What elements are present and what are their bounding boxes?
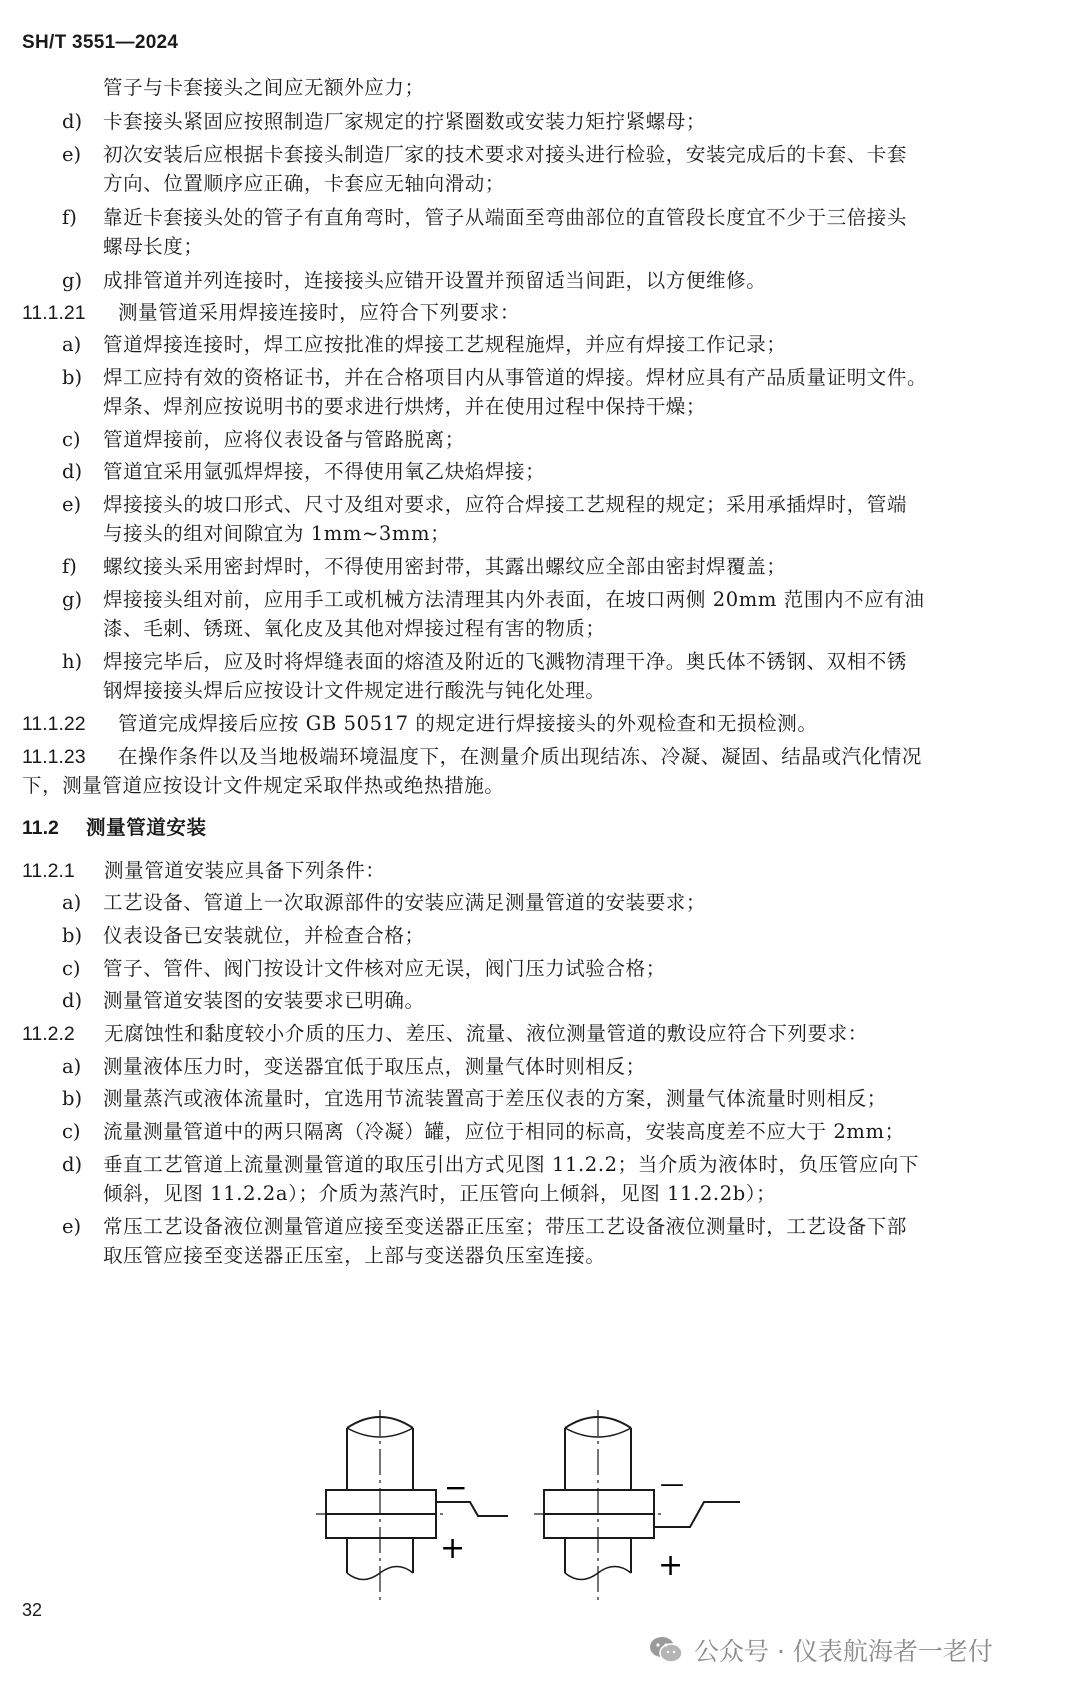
line-text: 测量管道采用焊接连接时，应符合下列要求： (118, 301, 521, 324)
list-item-label: a) (62, 891, 82, 914)
line-text: 测量液体压力时，变送器宜低于取压点，测量气体时则相反； (103, 1055, 646, 1078)
list-item-label: c) (62, 957, 81, 980)
line-text: 管子、管件、阀门按设计文件核对应无误，阀门压力试验合格； (103, 957, 666, 980)
line-text: 靠近卡套接头处的管子有直角弯时，管子从端面至弯曲部位的直管段长度宜不少于三倍接头 (103, 206, 908, 229)
line-text: 在操作条件以及当地极端环境温度下，在测量介质出现结冻、冷凝、凝固、结晶或汽化情况 (118, 745, 923, 768)
section-heading: 测量管道安装 (86, 817, 207, 839)
list-item-label: d) (62, 460, 83, 483)
line-text: 管子与卡套接头之间应无额外应力； (103, 76, 425, 99)
line-text: 下，测量管道应按设计文件规定采取伴热或绝热措施。 (22, 774, 505, 797)
line-text: 流量测量管道中的两只隔离（冷凝）罐，应位于相同的标高，安装高度差不应大于 2mm； (103, 1120, 905, 1143)
line-text: 无腐蚀性和黏度较小介质的压力、差压、流量、液位测量管道的敷设应符合下列要求： (104, 1022, 868, 1045)
list-item-label: c) (62, 1120, 81, 1143)
flange-b-upper (544, 1490, 654, 1514)
figure-pressure-tap-diagram (0, 1400, 1080, 1610)
list-item-label: a) (62, 1055, 82, 1078)
clause-number: 11.2 (22, 817, 59, 839)
list-item-label: e) (62, 493, 82, 516)
list-item-label: e) (62, 143, 82, 166)
wechat-icon (648, 1635, 684, 1665)
watermark-text: 公众号 · 仪表航海者一老付 (694, 1637, 993, 1666)
line-text: 与接头的组对间隙宜为 1mm~3mm； (103, 522, 451, 545)
line-text: 螺纹接头采用密封焊时，不得使用密封带，其露出螺纹应全部由密封焊覆盖； (103, 555, 787, 578)
page-number: 32 (22, 1600, 43, 1620)
line-text: 管道宜采用氩弧焊焊接，不得使用氧乙炔焰焊接； (103, 460, 546, 483)
line-text: 焊条、焊剂应按说明书的要求进行烘烤，并在使用过程中保持干燥； (103, 395, 707, 418)
line-text: 焊接接头的坡口形式、尺寸及组对要求，应符合焊接工艺规程的规定；采用承插焊时，管端 (103, 493, 908, 516)
line-text: 测量蒸汽或液体流量时，宜选用节流装置高于差压仪表的方案，测量气体流量时则相反； (103, 1087, 887, 1110)
list-item-label: g) (62, 269, 83, 292)
flange-a-upper (326, 1490, 436, 1514)
line-text: 管道焊接前，应将仪表设备与管路脱离； (103, 428, 465, 451)
list-item-label: b) (62, 924, 83, 947)
minus-sign-a: − (444, 1471, 468, 1504)
line-text: 仪表设备已安装就位，并检查合格； (103, 924, 425, 947)
line-text: 螺母长度； (103, 235, 204, 258)
list-item-label: g) (62, 588, 83, 611)
list-item-label: e) (62, 1215, 82, 1238)
line-text: 倾斜，见图 11.2.2a）；介质为蒸汽时，正压管向上倾斜，见图 11.2.2b）； (103, 1182, 777, 1205)
standard-number: SH/T 3551—2024 (22, 32, 179, 53)
list-item-label: f) (62, 555, 77, 578)
plus-sign-b: + (658, 1548, 684, 1583)
line-text: 测量管道安装图的安装要求已明确。 (103, 989, 425, 1012)
line-text: 工艺设备、管道上一次取源部件的安装应满足测量管道的安装要求； (103, 891, 707, 914)
flange-b-lower (544, 1514, 654, 1538)
list-item-label: b) (62, 366, 83, 389)
line-text: 方向、位置顺序应正确，卡套应无轴向滑动； (103, 172, 506, 195)
impulse-line-a (436, 1502, 508, 1516)
line-text: 焊接接头组对前，应用手工或机械方法清理其内外表面，在坡口两侧 20mm 范围内不应有油 (103, 588, 925, 611)
line-text: 管道焊接连接时，焊工应按批准的焊接工艺规程施焊，并应有焊接工作记录； (103, 333, 787, 356)
line-text: 管道完成焊接后应按 GB 50517 的规定进行焊接接头的外观检查和无损检测。 (118, 712, 818, 735)
minus-sign-b: — (660, 1470, 684, 1498)
list-item-label: h) (62, 650, 83, 673)
impulse-line-b (654, 1502, 740, 1527)
figure-b-pipe (534, 1410, 740, 1600)
clause-number: 11.1.21 (22, 302, 86, 324)
clause-number: 11.2.1 (22, 860, 75, 882)
line-text: 漆、毛刺、锈斑、氧化皮及其他对焊接过程有害的物质； (103, 617, 606, 640)
clause-number: 11.1.22 (22, 713, 86, 735)
list-item-label: d) (62, 1153, 83, 1176)
list-item-label: c) (62, 428, 81, 451)
list-item-label: d) (62, 989, 83, 1012)
line-text: 常压工艺设备液位测量管道应接至变送器正压室；带压工艺设备液位测量时，工艺设备下部 (103, 1215, 908, 1238)
list-item-label: a) (62, 333, 82, 356)
list-item-label: f) (62, 206, 77, 229)
line-text: 测量管道安装应具备下列条件： (104, 859, 386, 882)
line-text: 取压管应接至变送器正压室，上部与变送器负压室连接。 (103, 1244, 606, 1267)
line-text: 成排管道并列连接时，连接接头应错开设置并预留适当间距，以方便维修。 (103, 269, 767, 292)
line-text: 钢焊接接头焊后应按设计文件规定进行酸洗与钝化处理。 (103, 679, 606, 702)
clause-number: 11.1.23 (22, 746, 86, 768)
clause-number: 11.2.2 (22, 1023, 75, 1045)
line-text: 焊接完毕后，应及时将焊缝表面的熔渣及附近的飞溅物清理干净。奥氏体不锈钢、双相不锈 (103, 650, 908, 673)
line-text: 卡套接头紧固应按照制造厂家规定的拧紧圈数或安装力矩拧紧螺母； (103, 110, 707, 133)
watermark (648, 1630, 993, 1670)
flange-a-lower (326, 1514, 436, 1538)
figure-a-pipe (316, 1410, 508, 1600)
plus-sign-a: + (440, 1531, 466, 1566)
list-item-label: b) (62, 1087, 83, 1110)
line-text: 初次安装后应根据卡套接头制造厂家的技术要求对接头进行检验，安装完成后的卡套、卡套 (103, 143, 908, 166)
line-text: 焊工应持有效的资格证书，并在合格项目内从事管道的焊接。焊材应具有产品质量证明文件。 (103, 366, 928, 389)
list-item-label: d) (62, 110, 83, 133)
line-text: 垂直工艺管道上流量测量管道的取压引出方式见图 11.2.2；当介质为液体时，负压管应向下 (103, 1153, 920, 1176)
